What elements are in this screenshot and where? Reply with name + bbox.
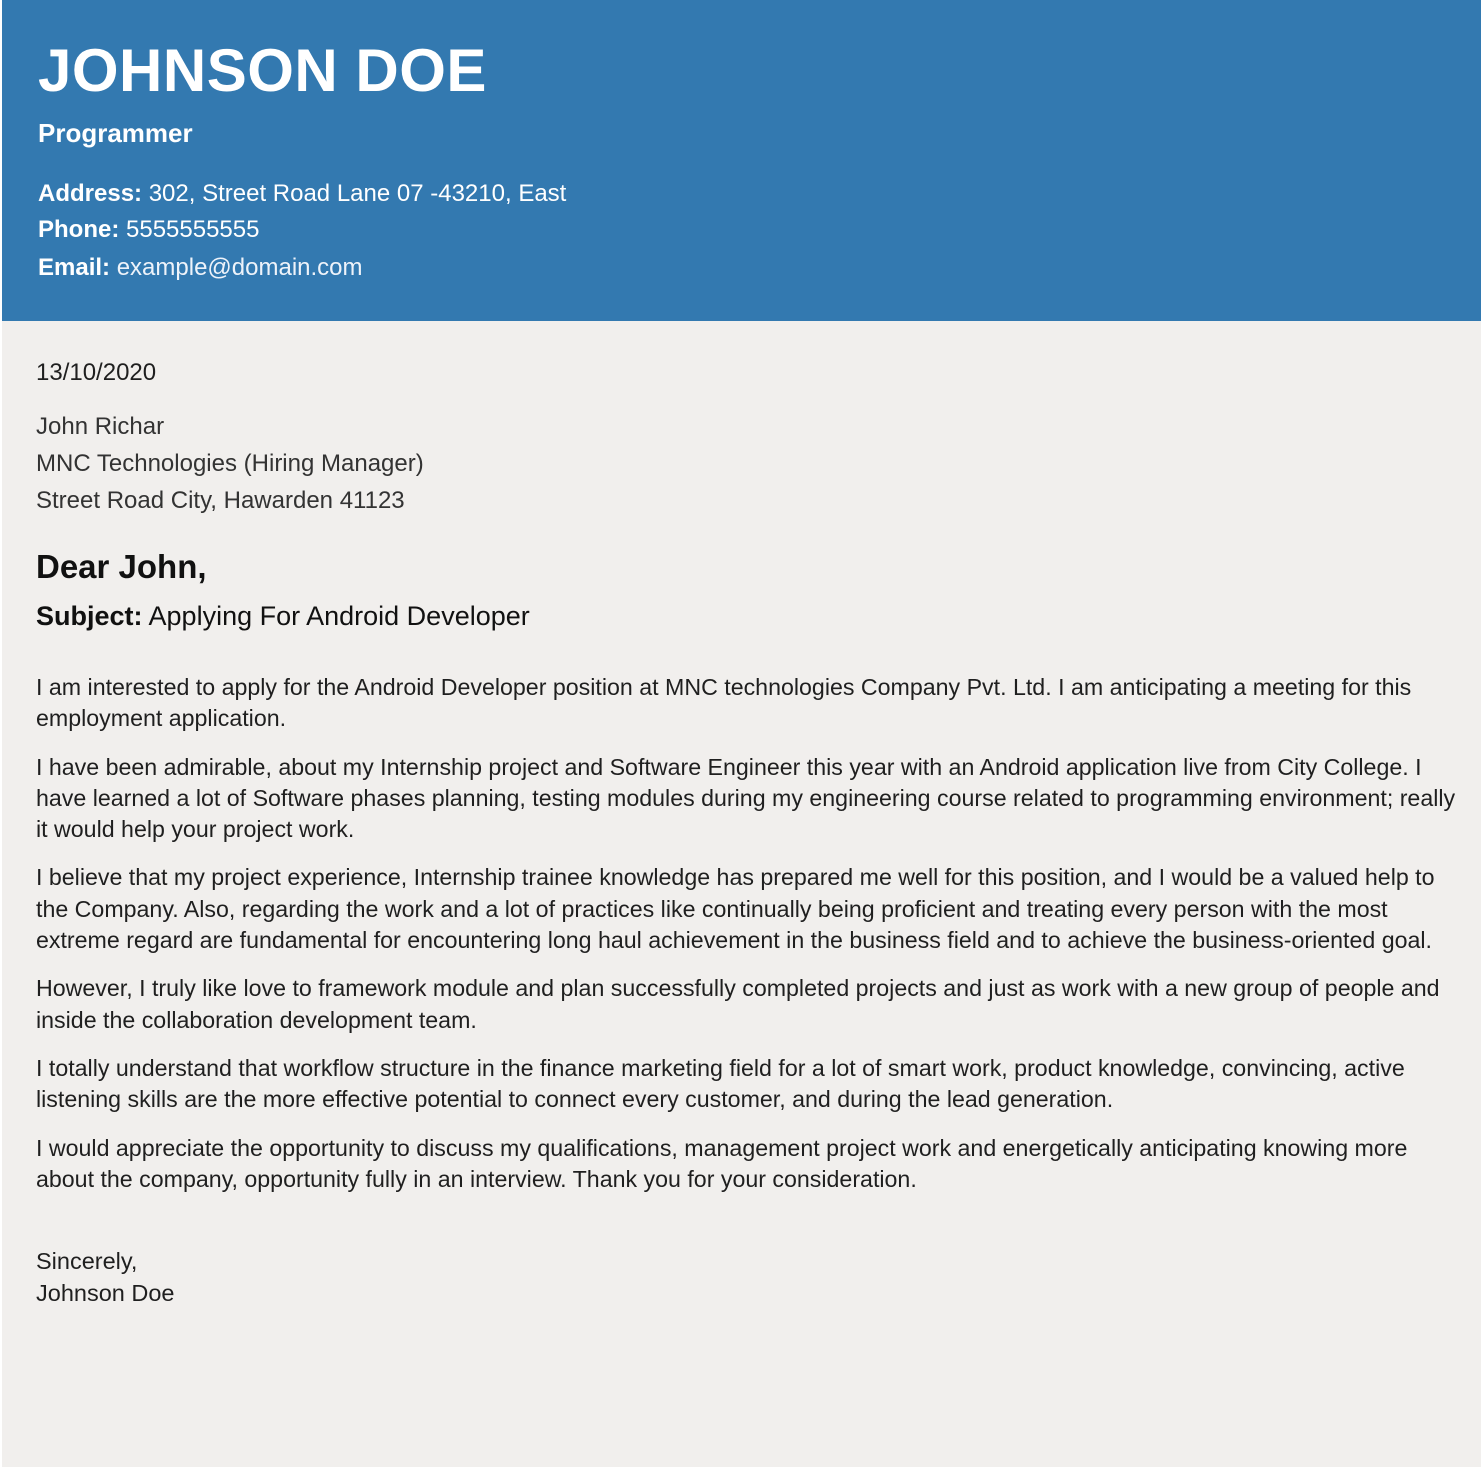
body-paragraph: I totally understand that workflow structure in the finance marketing field for a lot of smart work, product knowledge, convincing, active listening skills are the more effective potential to connect every customer, and during the lead generation. [36, 1054, 1405, 1113]
subject-label: Subject: [36, 601, 143, 631]
address-value: 302, Street Road Lane 07 -43210, East [148, 180, 567, 207]
closing-phrase: Sincerely, [36, 1248, 138, 1274]
recipient-company: MNC Technologies (Hiring Manager) [36, 450, 424, 477]
contact-phone [38, 215, 259, 245]
letter-body [36, 672, 1461, 1212]
phone-label: Phone: [38, 216, 120, 243]
body-paragraph: However, I truly like love to framework module and plan successfully completed projects and just as work with a new group of people and inside the collaboration development team. [36, 975, 1440, 1033]
body-paragraph: I have been admirable, about my Internship project and Software Engineer this year with an Android application live from City College. I have learned a lot of Software phases planning, testing modules during my engineering course related to programming environment; really it would help your project work. [36, 753, 1456, 843]
letter-header [2, 0, 1481, 321]
letter-date: 13/10/2020 [36, 359, 157, 386]
subject-text: Applying For Android Developer [148, 601, 530, 631]
subject-line [36, 599, 530, 633]
recipient-name: John Richar [36, 413, 165, 440]
contact-address [38, 179, 566, 209]
signature-name: Johnson Doe [36, 1280, 175, 1306]
cover-letter-page [2, 0, 1481, 1467]
recipient-address: Street Road City, Hawarden 41123 [36, 487, 405, 514]
email-label: Email: [38, 254, 111, 281]
recipient-block [36, 408, 424, 519]
closing-block [36, 1245, 175, 1309]
email-link[interactable]: example@domain.com [116, 254, 363, 281]
applicant-name: JOHNSON DOE [38, 37, 487, 104]
body-paragraph: I would appreciate the opportunity to discuss my qualifications, management project work and energetically anticipating knowing more about the company, opportunity fully in an interview. Thank you for your consideration. [36, 1134, 1408, 1192]
applicant-title: Programmer [38, 118, 193, 148]
salutation: Dear John, [36, 548, 207, 585]
body-paragraph: I am interested to apply for the Android Developer position at MNC technologies Company Pvt. Ltd. I am anticipating a meeting for this employment application. [36, 674, 1412, 732]
phone-value: 5555555555 [126, 216, 260, 243]
contact-email [38, 253, 363, 283]
body-paragraph: I believe that my project experience, Internship trainee knowledge has prepared me well for this position, and I would be a valued help to the Company. Also, regarding the work and a lot of practices like continually being proficient and treating every person with the most extreme regard are fundamental for encountering long haul achievement in the business field and to achieve the business-oriented goal. [36, 864, 1435, 954]
address-label: Address: [38, 180, 143, 207]
